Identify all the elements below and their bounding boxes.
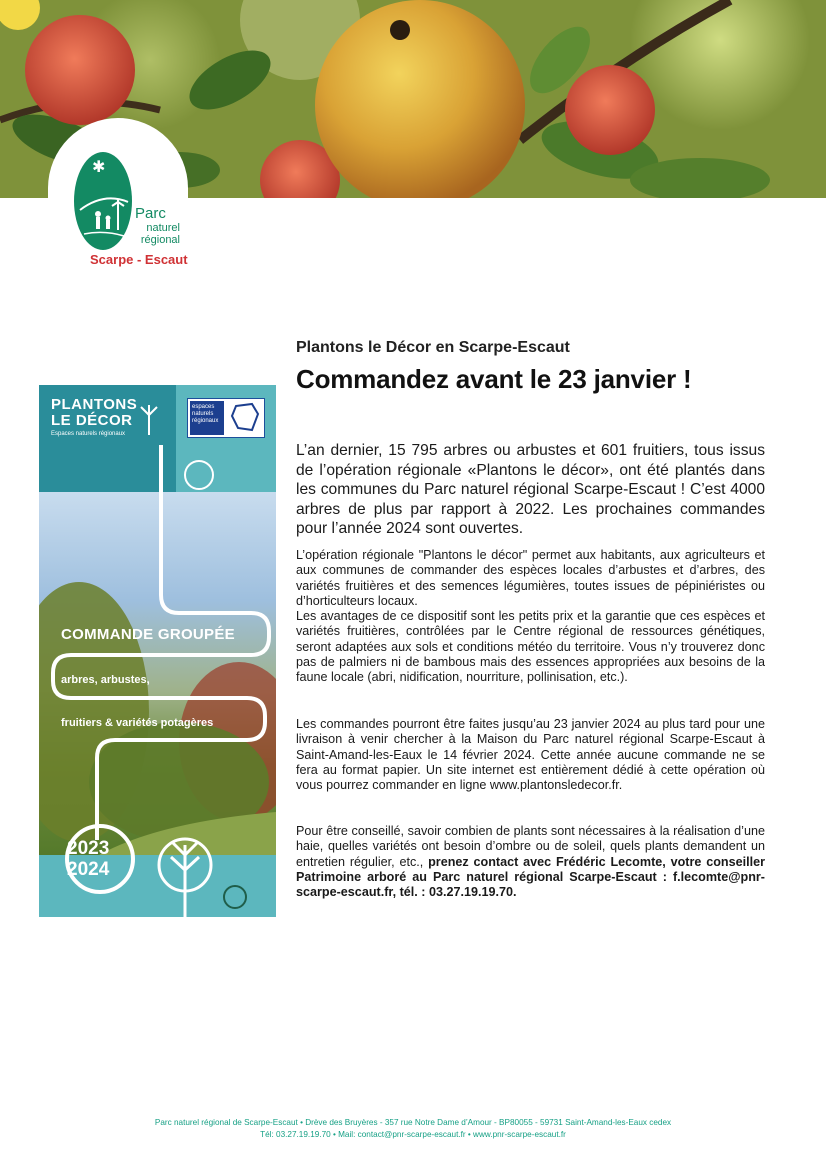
logo-text-regional: régional <box>140 234 180 246</box>
poster-line-fruitiers: fruitiers & variétés potagères <box>61 717 214 729</box>
logo-emblem <box>74 152 132 250</box>
logo-text-scarpe-escaut: Scarpe - Escaut <box>90 252 188 267</box>
paragraph-1b: Les avantages de ce dispositif sont les petits prix et la garantie que ces espèces et variétés fruitières, contrôlées par le Centre régional de ressources génétiques, seront adaptées aux sols et conditions météo du territoire. Vous n’y trouverez donc pas de palmiers ni de bambous mais des essences appropriées aux besoins de la faune locale (abri, nidification, nourriture, pollinisation, etc.). <box>296 609 765 685</box>
poster-commande: COMMANDE GROUPÉE <box>61 626 235 643</box>
page-footer <box>0 1117 826 1141</box>
park-logo <box>70 148 188 270</box>
enr-word-1: espaces <box>192 404 215 410</box>
poster-years <box>67 838 109 880</box>
poster-title-line2: LE DÉCOR <box>51 412 133 429</box>
paragraph-1a: L’opération régionale "Plantons le décor" permet aux habitants, aux agriculteurs et aux communes de commander des espèces locales d’arbustes et d’arbres, des variétés fruitières et des semences légumières, toutes issues de pépiniéristes ou d’horticulteurs locaux. <box>296 548 765 608</box>
poster-subtitle: Espaces naturels régionaux <box>51 431 126 437</box>
vegetable-icon <box>185 461 213 489</box>
poster-title-line1: PLANTONS <box>51 396 138 413</box>
article-paragraph-1 <box>296 548 765 686</box>
enr-word-3: régionaux <box>192 418 219 424</box>
paragraph-3-text: Pour être conseillé, savoir combien de plants sont nécessaires à la réalisation d’une haie, quelles variétés ont besoin d’ombre ou de soleil, quels plants demandent un entretien régulier, etc., <box>296 824 765 869</box>
svg-text:✱: ✱ <box>92 157 106 176</box>
leaf-icon <box>141 405 157 435</box>
footer-contact: Tél: 03.27.19.19.70 • Mail: contact@pnr-scarpe-escaut.fr • www.pnr-scarpe-escaut.fr <box>260 1130 566 1139</box>
footer-address: Parc naturel régional de Scarpe-Escaut • Drève des Bruyères - 357 rue Notre Dame d’Amour - BP80055 - 59731 Saint-Amand-les-Eaux cedex <box>154 1118 672 1127</box>
apple-icon <box>224 886 246 908</box>
family-tree-icon <box>74 152 132 250</box>
article-lead: L’an dernier, 15 795 arbres ou arbustes et 601 fruitiers, tous issus de l’opération régionale «Plantons le décor», ont été plantés dans les communes du Parc naturel régional Scarpe-Escaut ! C’est 4000 arbres de plus par rapport à 2022. Les prochaines commandes pour l’année 2024 sont ouvertes. <box>296 442 765 538</box>
poster-image <box>39 385 276 917</box>
poster-year-2: 2024 <box>67 859 110 880</box>
logo-text-parc: Parc <box>135 205 166 222</box>
article-paragraph-3 <box>296 824 765 900</box>
poster-line-arbres: arbres, arbustes, <box>61 674 150 686</box>
article-title: Commandez avant le 23 janvier ! <box>296 364 692 394</box>
logo-text-naturel: naturel <box>146 222 180 234</box>
poster-year-1: 2023 <box>67 838 110 859</box>
contact-info: prenez contact avec Frédéric Lecomte, votre conseiller Patrimoine arboré au Parc naturel régional Scarpe-Escaut : f.lecomte@pnr-scarpe-escaut.fr, tél. : 03.27.19.19.70. <box>296 854 766 900</box>
enr-word-2: naturels <box>192 411 214 417</box>
article-paragraph-2: Les commandes pourront être faites jusqu’au 23 janvier 2024 au plus tard pour une livraison à venir chercher à la Maison du Parc naturel régional Scarpe-Escaut à Saint-Amand-les-Eaux le 14 février 2024. Cette année aucune commande ne se fera au format papier. Un site internet est entièrement dédié à cette opération où vous pourrez commander en ligne www.plantonsledecor.fr. <box>296 717 765 793</box>
article-kicker: Plantons le Décor en Scarpe-Escaut <box>296 339 570 356</box>
